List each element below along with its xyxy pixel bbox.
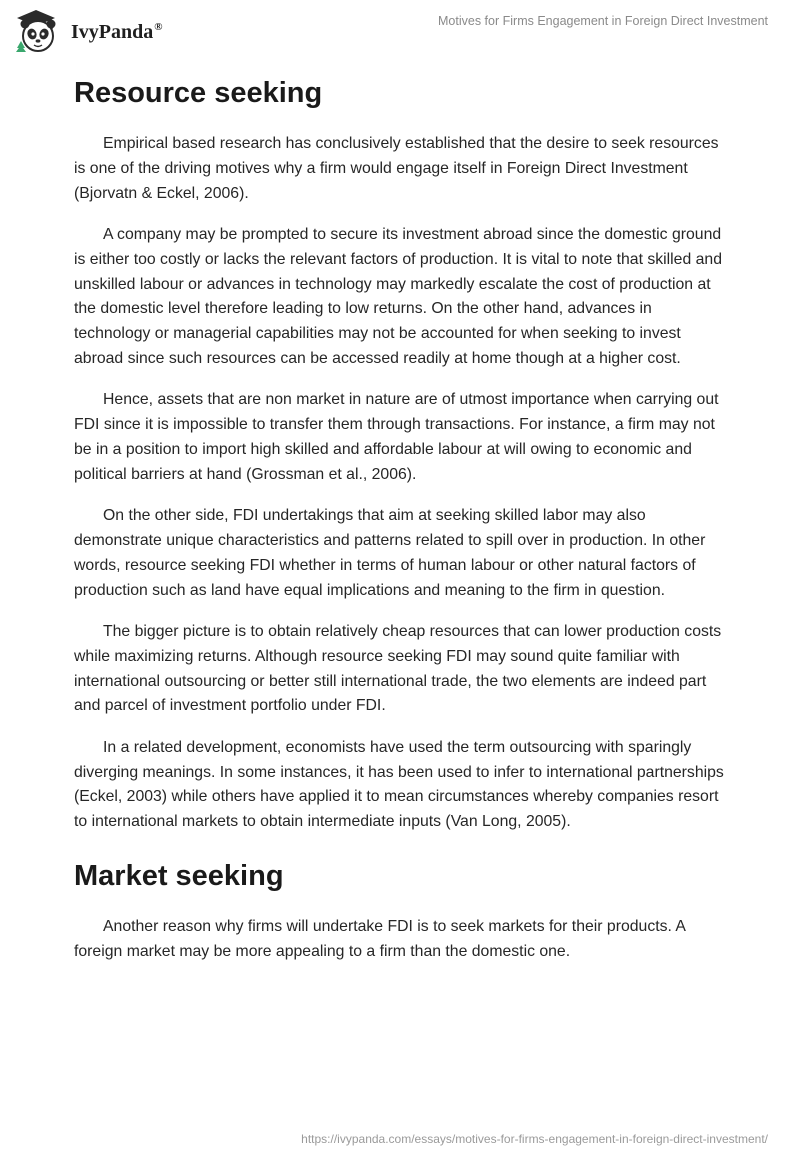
section-heading: Resource seeking	[74, 77, 323, 109]
document-title: Motives for Firms Engagement in Foreign Direct Investment	[438, 14, 768, 28]
paragraph: On the other side, FDI undertakings that aim at seeking skilled labor may also demonstrate unique characteristics and patterns related to spill over in production. In other words, resource seeking FDI whether in terms of human labour or other natural factors of production such as land have equal implications and meaning to the firm in question.	[74, 507, 706, 599]
section-heading: Market seeking	[74, 859, 284, 892]
source-url[interactable]: https://ivypanda.com/essays/motives-for-firms-engagement-in-foreign-direct-investment/	[301, 1132, 768, 1146]
panda-graduation-cap-icon	[14, 8, 64, 54]
paragraph: In a related development, economists have used the term outsourcing with sparingly diverging meanings. In some instances, it has been used to infer to international partnerships (Eckel, 2003) while others have applied it to mean circumstances whereby companies resort to international markets to obtain intermediate inputs (Van Long, 2005).	[74, 738, 724, 831]
brand-name: IvyPanda®	[71, 20, 163, 43]
paragraph: A company may be prompted to secure its investment abroad since the domestic ground is either too costly or lacks the relevant factors of production. It is vital to note that skilled and unskilled labour or advances in technology may markedly escalate the cost of production at the domestic level therefore leading to low returns. On the other hand, advances in technology or managerial capabilities may not be accounted for when seeking to invest abroad since such resources can be accessed readily at home though at a higher cost.	[74, 225, 722, 367]
page-header	[0, 0, 800, 60]
paragraph: The bigger picture is to obtain relatively cheap resources that can lower production costs while maximizing returns. Although resource seeking FDI may sound quite familiar with international outsourcing or better still international trade, the two elements are indeed part and parcel of investment portfolio under FDI.	[74, 622, 722, 715]
article-body	[74, 68, 724, 981]
paragraph: Empirical based research has conclusively established that the desire to seek resources is one of the driving motives why a firm would engage itself in Foreign Direct Investment (Bjorvatn & Eckel, 2006).	[74, 135, 719, 202]
paragraph: Another reason why firms will undertake FDI is to seek markets for their products. A foreign market may be more appealing to a firm than the domestic one.	[74, 917, 686, 960]
paragraph: Hence, assets that are non market in nature are of utmost importance when carrying out FDI since it is impossible to transfer them through transactions. For instance, a firm may not be in a position to import high skilled and affordable labour at will owing to economic and political barriers at hand (Grossman et al., 2006).	[74, 391, 719, 483]
brand-logo[interactable]	[14, 8, 162, 54]
